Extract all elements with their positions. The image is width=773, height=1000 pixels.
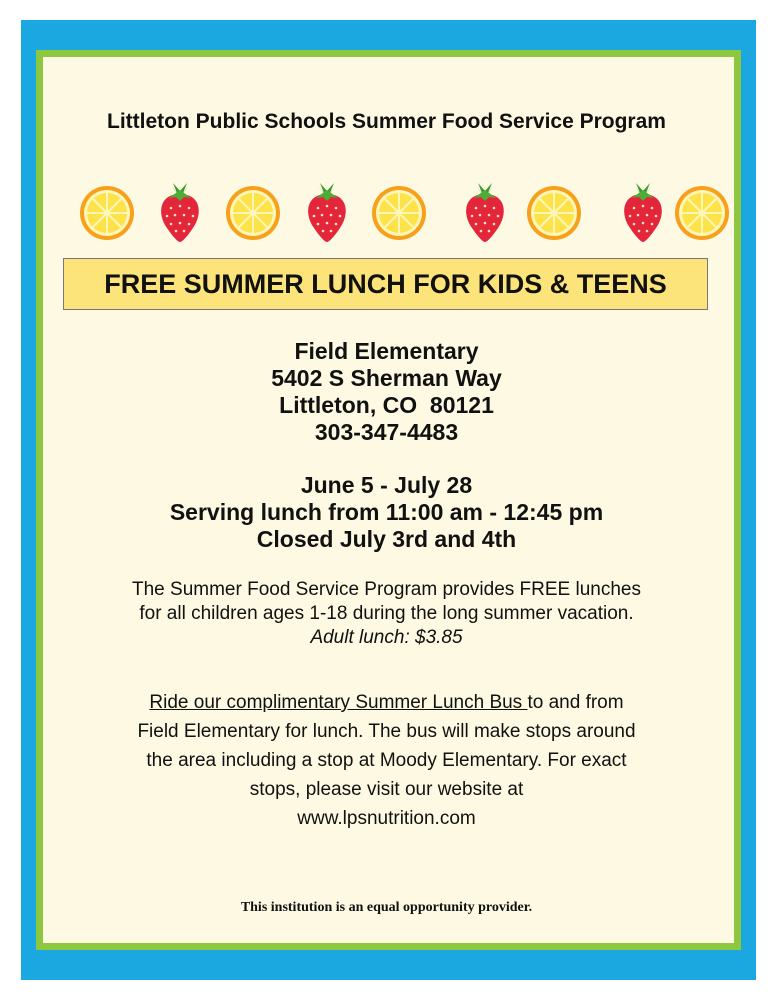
location-phone: 303-347-4483 [314,419,459,445]
orange-slice-icon [525,180,583,246]
program-title: Littleton Public Schools Summer Food Service Program [107,110,666,133]
schedule-dates: June 5 - July 28 [300,472,473,498]
bus-line-2: Field Elementary for lunch. The bus will make stops around [137,721,636,742]
strawberry-icon [298,180,356,246]
orange-slice-icon [78,180,136,246]
bus-line-1-rest: to and from [527,692,624,713]
strawberry-icon [151,180,209,246]
website-link[interactable]: www.lpsnutrition.com [297,808,476,829]
lunch-bus-link[interactable]: Ride our complimentary Summer Lunch Bus [149,692,528,713]
bus-line-3: the area including a stop at Moody Elementary. For exact [146,750,627,771]
equal-opportunity-statement: This institution is an equal opportunity provider. [240,900,533,915]
bus-info-block [40,688,733,833]
orange-slice-icon [370,180,428,246]
description-block [40,578,733,650]
orange-slice-icon [224,180,282,246]
bus-line-4: stops, please visit our website at [249,779,524,800]
adult-lunch-price: Adult lunch: $3.85 [310,627,463,648]
strawberry-icon [614,180,672,246]
schedule-hours: Serving lunch from 11:00 am - 12:45 pm [169,499,604,525]
bus-line-1 [40,688,733,717]
strawberry-icon [456,180,514,246]
headline-banner: FREE SUMMER LUNCH FOR KIDS & TEENS [63,258,708,310]
location-name: Field Elementary [294,338,479,364]
schedule-block [40,472,733,553]
description-line-1: The Summer Food Service Program provides FREE lunches [132,579,641,600]
fruit-decoration-row [78,180,728,250]
schedule-closed: Closed July 3rd and 4th [256,526,517,552]
location-city: Littleton, CO 80121 [279,392,494,418]
location-block [40,338,733,446]
description-line-2: for all children ages 1-18 during the long summer vacation. [139,603,634,624]
location-street: 5402 S Sherman Way [271,365,502,391]
orange-slice-icon [673,180,731,246]
